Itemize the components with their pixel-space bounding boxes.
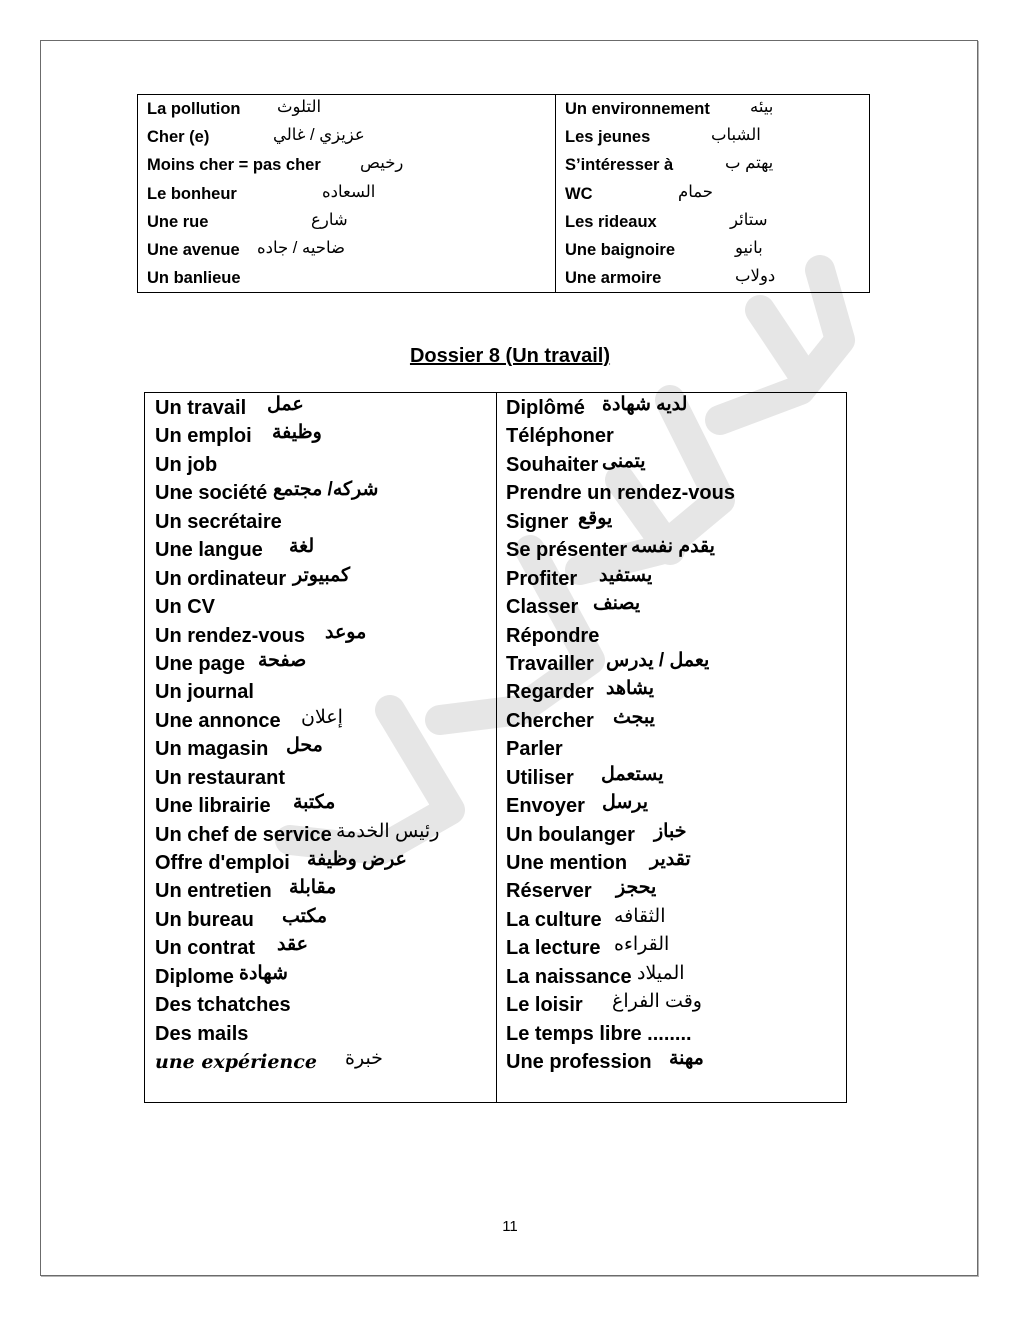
french-term: Un bureau — [155, 908, 254, 931]
french-term: Un environnement — [565, 100, 710, 118]
arabic-translation: يشاهد — [606, 678, 655, 700]
french-term: Le temps libre ........ — [506, 1022, 692, 1045]
french-term: Une armoire — [565, 269, 662, 288]
vocab-table-1-right-column — [556, 95, 869, 292]
vocab-row — [155, 905, 496, 936]
vocab-row — [506, 993, 846, 1021]
arabic-translation: لغة — [289, 536, 315, 558]
vocab-row — [155, 766, 496, 794]
french-term: Un journal — [155, 681, 254, 704]
vocab-row — [506, 680, 846, 708]
vocab-row — [565, 99, 869, 127]
french-term: Les jeunes — [565, 128, 651, 147]
vocab-table-2-left-column — [145, 393, 497, 1102]
french-term: Travailler — [506, 652, 594, 675]
vocab-row — [155, 680, 496, 708]
french-term: Des mails — [155, 1022, 249, 1045]
vocab-row — [155, 993, 496, 1021]
vocab-row — [147, 127, 555, 155]
french-term: Moins cher = pas cher — [147, 156, 321, 175]
french-term: Un CV — [155, 596, 215, 619]
french-term: Un banlieue — [147, 269, 241, 288]
arabic-translation: يتمنى — [602, 450, 646, 472]
arabic-translation: بانيو — [735, 238, 763, 257]
vocab-row — [506, 879, 846, 907]
arabic-translation: تقدير — [650, 849, 691, 870]
arabic-translation: يرسل — [602, 792, 649, 814]
french-term: Souhaiter — [506, 453, 599, 476]
arabic-translation: وظيفة — [272, 422, 322, 444]
vocab-row — [147, 99, 555, 127]
french-term: Une annonce — [155, 709, 281, 732]
vocab-row — [147, 184, 555, 212]
arabic-translation: كمبيوتر — [293, 564, 351, 586]
arabic-translation: إعلان — [301, 706, 343, 728]
french-term: Un job — [155, 453, 218, 476]
vocab-row — [506, 851, 846, 879]
french-term: Cher (e) — [147, 128, 210, 147]
french-term: une expérience — [155, 1051, 317, 1074]
arabic-translation: ضاحيه / جاده — [257, 238, 346, 257]
vocab-row — [147, 268, 555, 296]
arabic-translation: حمام — [678, 182, 713, 201]
arabic-translation: الميلاد — [637, 962, 685, 984]
french-term: Un rendez-vous — [155, 624, 306, 647]
vocab-row — [506, 820, 846, 851]
french-term: Utiliser — [506, 766, 574, 789]
french-term: Un boulanger — [506, 823, 635, 846]
vocab-row — [506, 450, 846, 481]
vocab-table-1-left-column — [138, 95, 556, 292]
vocab-row — [565, 155, 869, 183]
french-term: Envoyer — [506, 795, 585, 818]
vocab-row — [155, 962, 496, 993]
vocab-table-1 — [137, 94, 870, 293]
arabic-translation: خباز — [654, 820, 687, 842]
french-term: Un restaurant — [155, 766, 286, 789]
french-term: Une avenue — [147, 240, 240, 259]
arabic-translation: ستائر — [730, 210, 768, 229]
vocab-row — [565, 240, 869, 268]
french-term: Les rideaux — [565, 212, 657, 231]
french-term: Un travail — [155, 397, 247, 419]
arabic-translation: يستفيد — [599, 564, 653, 586]
vocab-row — [147, 155, 555, 183]
vocab-row — [506, 624, 846, 652]
arabic-translation: محل — [286, 735, 323, 757]
french-term: Un magasin — [155, 738, 269, 761]
vocab-row — [506, 794, 846, 822]
french-term: Une mention — [506, 852, 628, 874]
arabic-translation: التلوث — [277, 98, 322, 116]
arabic-translation: لديه شهادة — [602, 394, 688, 415]
arabic-translation: يهتم ب — [725, 154, 774, 173]
vocab-row — [565, 184, 869, 212]
french-term: Un chef de service — [155, 823, 332, 846]
arabic-translation: يعمل / يدرس — [606, 649, 710, 671]
french-term: Se présenter — [506, 539, 628, 562]
french-term: Une baignoire — [565, 240, 676, 259]
arabic-translation: يستعمل — [601, 763, 664, 785]
vocab-row — [506, 905, 846, 936]
french-term: Profiter — [506, 567, 578, 590]
arabic-translation: شهادة — [239, 962, 288, 984]
arabic-translation: خبرة — [345, 1048, 383, 1070]
vocab-row — [506, 1050, 846, 1078]
vocab-row — [506, 564, 846, 595]
vocab-row — [155, 879, 496, 907]
vocab-row — [155, 424, 496, 452]
french-term: S’intéresser à — [565, 156, 674, 175]
arabic-translation: شركه/ مجتمع — [273, 479, 379, 501]
french-term: Une page — [155, 652, 246, 675]
french-term: Diplômé — [506, 397, 585, 419]
vocab-row — [147, 212, 555, 240]
french-term: Une langue — [155, 539, 263, 562]
french-term: Une rue — [147, 212, 209, 231]
vocab-row — [155, 1050, 496, 1078]
french-term: La pollution — [147, 100, 241, 118]
vocab-row — [506, 507, 846, 538]
arabic-translation: عقد — [277, 934, 308, 956]
french-term: Une société — [155, 482, 268, 505]
vocab-row — [506, 763, 846, 794]
vocab-row — [506, 936, 846, 964]
vocab-row — [155, 1022, 496, 1050]
vocab-row — [155, 595, 496, 623]
arabic-translation: موعد — [325, 621, 367, 643]
arabic-translation: رئيس الخدمة — [336, 820, 440, 842]
french-term: Classer — [506, 596, 579, 619]
vocab-row — [506, 649, 846, 680]
french-term: La naissance — [506, 965, 632, 988]
vocab-row — [155, 820, 496, 851]
french-term: Signer — [506, 510, 569, 533]
vocab-row — [565, 212, 869, 240]
vocab-row — [506, 706, 846, 737]
vocab-row — [506, 737, 846, 765]
vocab-table-2-right-column — [497, 393, 846, 1102]
arabic-translation: مكتب — [282, 905, 328, 927]
vocab-row — [506, 1022, 846, 1050]
arabic-translation: القراءه — [614, 934, 670, 956]
vocab-row — [506, 481, 846, 509]
french-term: Le bonheur — [147, 184, 237, 203]
french-term: Offre d'emploi — [155, 852, 290, 874]
french-term: Une librairie — [155, 795, 271, 818]
arabic-translation: صفحة — [258, 649, 307, 671]
vocab-row — [506, 962, 846, 993]
vocab-row — [155, 706, 496, 737]
section-title: Dossier 8 (Un travail) — [409, 345, 611, 367]
vocab-row — [155, 510, 496, 538]
arabic-translation: بيئه — [750, 98, 774, 116]
arabic-translation: يصنف — [593, 593, 641, 615]
vocab-row — [155, 936, 496, 964]
vocab-row — [506, 595, 846, 623]
page-number: 11 — [502, 1218, 518, 1235]
arabic-translation: شارع — [311, 210, 348, 229]
french-term: Un ordinateur — [155, 567, 287, 590]
vocab-row — [506, 538, 846, 566]
vocab-row — [155, 481, 496, 509]
vocab-row — [565, 268, 869, 296]
french-term: Chercher — [506, 709, 594, 732]
vocab-row — [506, 424, 846, 452]
arabic-translation: رخيص — [360, 154, 404, 173]
french-term: Des tchatches — [155, 994, 291, 1017]
french-term: La lecture — [506, 937, 601, 960]
french-term: La culture — [506, 908, 602, 931]
arabic-translation: مقابلة — [289, 877, 337, 899]
vocab-table-2 — [144, 392, 847, 1103]
arabic-translation: مهنة — [669, 1048, 704, 1070]
vocab-row — [147, 240, 555, 268]
arabic-translation: مكتبة — [293, 792, 336, 814]
vocab-row — [565, 127, 869, 155]
french-term: Parler — [506, 738, 563, 761]
arabic-translation: الشباب — [711, 126, 761, 145]
arabic-translation: عمل — [267, 394, 304, 415]
vocab-row — [155, 621, 496, 652]
french-term: Un entretien — [155, 880, 272, 903]
arabic-translation: وقت الفراغ — [612, 991, 702, 1013]
vocab-row — [155, 737, 496, 765]
vocab-row — [155, 649, 496, 680]
french-term: Diplome — [155, 965, 234, 988]
vocab-row — [155, 396, 496, 424]
vocab-row — [506, 396, 846, 424]
vocab-row — [155, 564, 496, 595]
french-term: Répondre — [506, 624, 600, 647]
arabic-translation: السعاده — [322, 182, 376, 201]
arabic-translation: يوقع — [578, 507, 613, 529]
french-term: Réserver — [506, 880, 592, 903]
arabic-translation: الثقافه — [614, 905, 666, 927]
arabic-translation: عزيزي / غالي — [273, 126, 365, 145]
arabic-translation: دولاب — [735, 267, 776, 286]
french-term: Une profession — [506, 1051, 652, 1074]
arabic-translation: يقدم نفسه — [631, 536, 715, 558]
french-term: Le loisir — [506, 994, 583, 1017]
vocab-row — [155, 453, 496, 481]
french-term: WC — [565, 184, 593, 203]
vocab-row — [155, 538, 496, 566]
french-term: Prendre un rendez-vous — [506, 482, 735, 505]
arabic-translation: عرض وظيفة — [307, 849, 407, 870]
french-term: Un emploi — [155, 425, 252, 448]
arabic-translation: يبجث — [613, 706, 655, 728]
french-term: Un contrat — [155, 937, 255, 960]
arabic-translation: يحجز — [616, 877, 657, 899]
french-term: Un secrétaire — [155, 510, 282, 533]
vocab-row — [155, 851, 496, 879]
french-term: Regarder — [506, 681, 594, 704]
vocab-row — [155, 794, 496, 822]
french-term: Téléphoner — [506, 425, 614, 448]
